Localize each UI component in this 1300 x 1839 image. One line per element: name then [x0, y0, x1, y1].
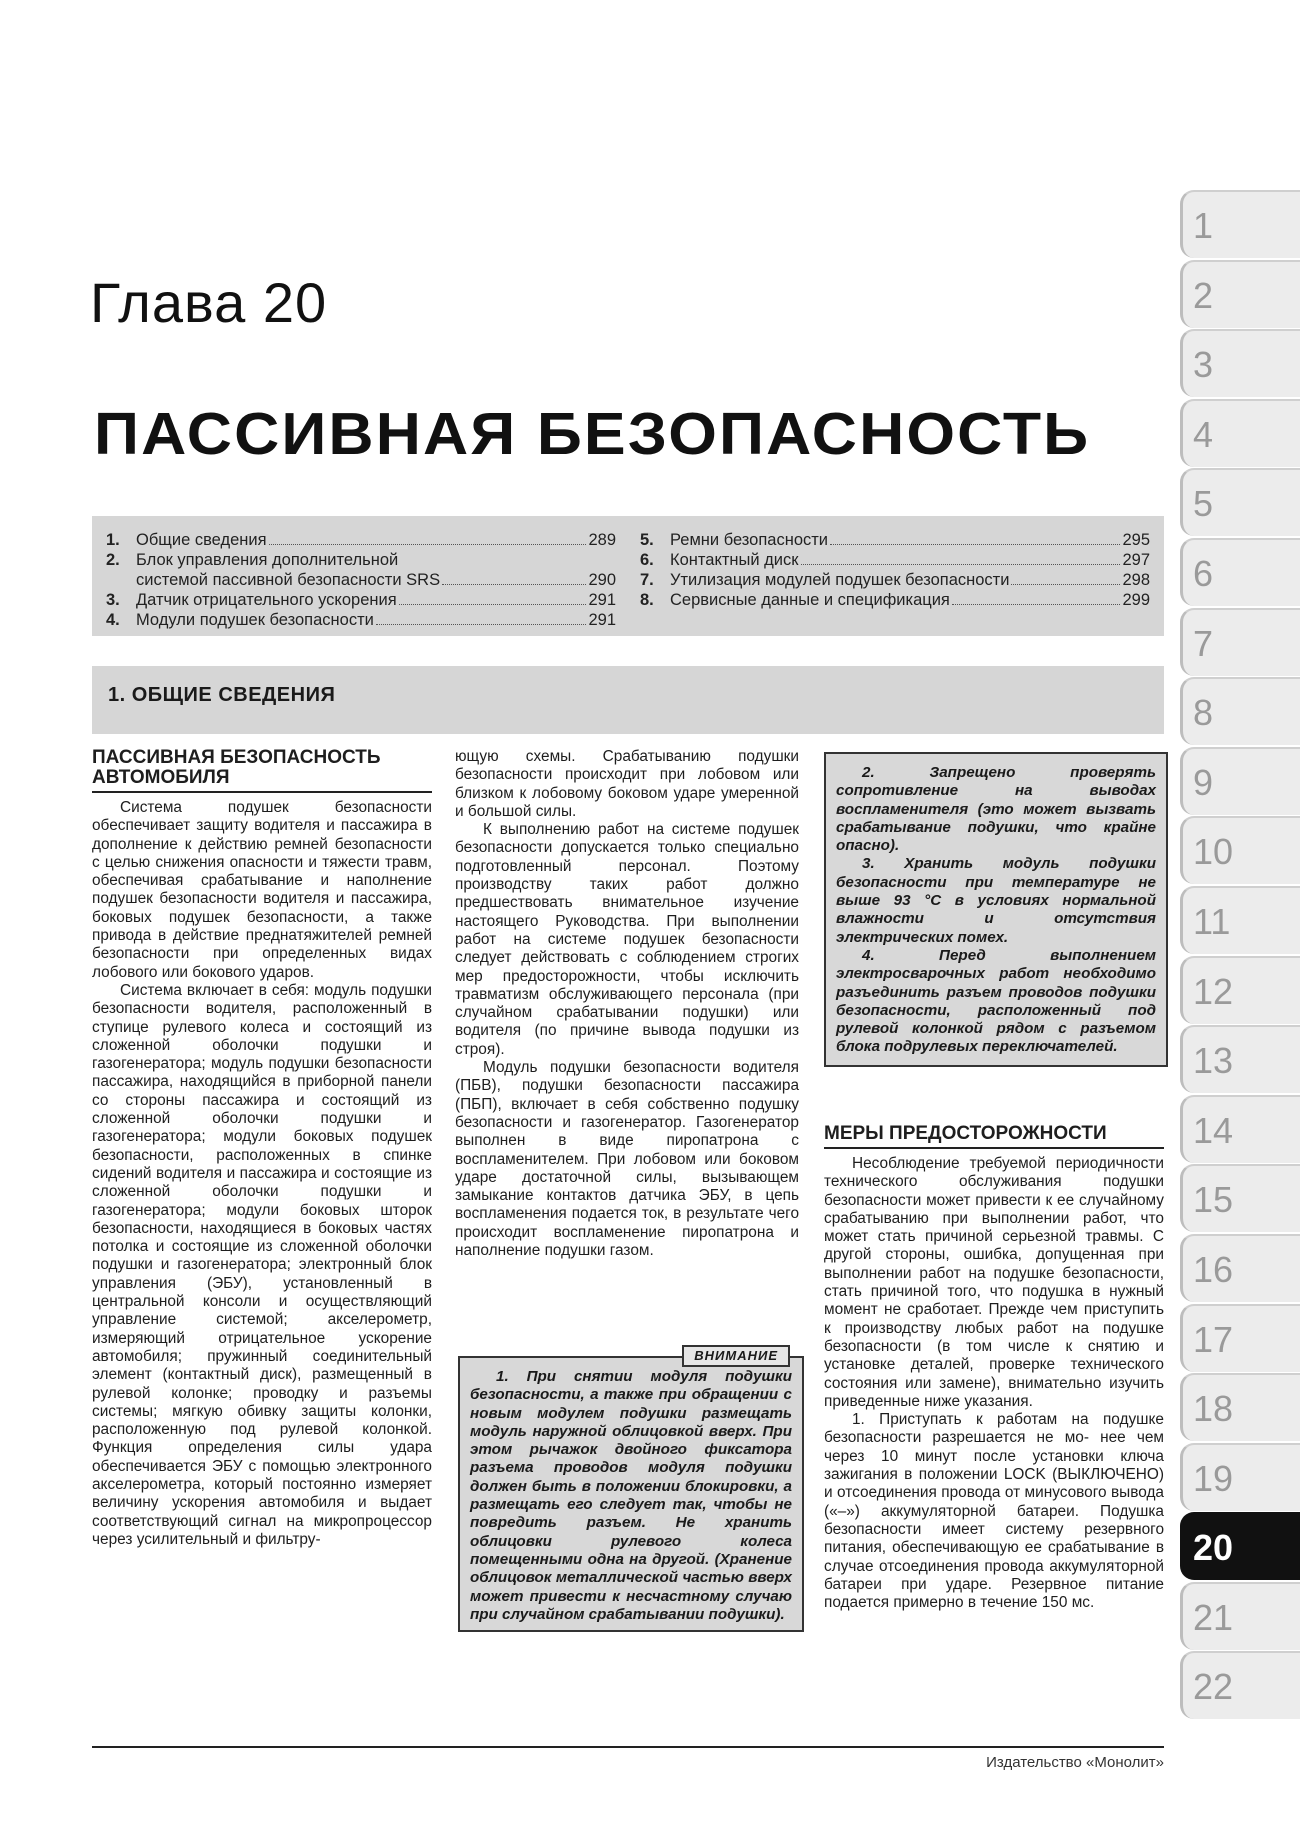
toc-page-number: 291 — [588, 591, 616, 609]
toc-page-number: 291 — [588, 611, 616, 629]
chapter-tab-11: 11 — [1180, 886, 1300, 954]
section-title: 1. ОБЩИЕ СВЕДЕНИЯ — [108, 684, 336, 706]
toc-leader-dots — [1011, 570, 1120, 585]
toc-item-label: системой пассивной безопасности SRS — [136, 571, 441, 589]
toc-item — [106, 550, 616, 570]
chapter-tab-10: 10 — [1180, 816, 1300, 884]
warning-box — [458, 1348, 804, 1632]
toc-page-number: 290 — [588, 571, 616, 589]
toc-item-number: 1. — [106, 531, 120, 549]
toc-item — [640, 570, 1150, 590]
toc-leader-dots — [442, 570, 586, 585]
chapter-tab-21: 21 — [1180, 1582, 1300, 1650]
chapter-tab-3: 3 — [1180, 329, 1300, 397]
chapter-tab-19: 19 — [1180, 1443, 1300, 1511]
warning-label: ВНИМАНИЕ — [682, 1345, 790, 1367]
toc-item-number: 7. — [640, 571, 654, 589]
column-1 — [92, 748, 432, 1549]
toc-item-number: 5. — [640, 531, 654, 549]
paragraph: ющую схемы. Срабатыванию подушки безопасности происходит при лобовом или близком к лобовому боковом ударе умеренной и большой силы. — [455, 748, 799, 820]
toc-item — [106, 530, 616, 550]
toc-leader-dots — [952, 590, 1121, 605]
paragraph: Несоблюдение требуемой периодичности технического обслуживания подушки безопасности может привести к ее случайному срабатыванию при выполнении работ, что может стать причиной серьезной травмы. С другой стороны, ошибка, допущенная при выполнении работ на подушке безопасности, стать причиной того, что подушка в нужный момент не сработает. Прежде чем приступить к производству любых работ на подушке безопасности (в том числе к снятию и установке деталей, проверке технического состояния или замене), внимательно изучить приведенные ниже указания. — [824, 1155, 1164, 1410]
table-of-contents — [92, 516, 1164, 636]
toc-item-number — [106, 570, 136, 590]
toc-page-number: 299 — [1122, 591, 1150, 609]
chapter-tab-22: 22 — [1180, 1651, 1300, 1719]
chapter-tab-1: 1 — [1180, 190, 1300, 258]
toc-item-label: Модули подушек безопасности — [136, 611, 374, 629]
toc-item-label: Ремни безопасности — [670, 531, 829, 549]
toc-leader-dots — [376, 610, 587, 625]
toc-item-number: 8. — [640, 591, 654, 609]
chapter-tab-5: 5 — [1180, 468, 1300, 536]
chapter-number: Глава 20 — [90, 271, 328, 334]
toc-left-column — [106, 530, 616, 630]
paragraph: К выполнению работ на системе подушек безопасности допускается только специально подготовленный персонал. Поэтому производству таких работ должно предшествовать внимательное изучение настоящего Руководства. При выполнении работ на системе подушек безопасности следует действовать с соблюдением строгих мер предосторожности, чтобы исключить травматизм обслуживающего персонала (при случайном срабатывании подушки) или водителя (по причине вывода подушки из строя). — [455, 821, 799, 1058]
toc-item-number: 3. — [106, 591, 120, 609]
footer-divider — [92, 1746, 1164, 1748]
chapter-tab-9: 9 — [1180, 747, 1300, 815]
paragraph: Система включает в себя: модуль подушки безопасности водителя, расположенный в ступице рулевого колеса и состоящий из сложенной оболочки подушки и газогенератора; модуль подушки безопасности пассажира, находящийся в приборной панели со стороны пассажира и состоящий из сложенной оболочки подушки и газогенератора; модули боковых подушек безопасности, расположенных в спинке сидений водителя и пассажира и состоящие из сложенной оболочки подушки и газогенератора; модули боковых шторок безопасности, находящиеся в боковых частях потолка и состоящие из сложенной оболочки подушки и газогенератора; электронный блок управления (ЭБУ), установленный в центральной консоли и осуществляющий управление системой; акселерометр, измеряющий отрицательное ускорение автомобиля; пружинный соединительный элемент (контактный диск), размещенный в рулевой колонке; проводку и разъемы системы; мягкую обивку защиты колонки, расположенную под рулевой колонкой. Функция определения силы удара обеспечивается ЭБУ с помощью электронного акселерометра, который постоянно измеряет величину ускорения автомобиля и выдает соответствующий сигнал на микропроцессор через усилительный и фильтру- — [92, 981, 432, 1548]
toc-leader-dots — [801, 550, 1121, 565]
chapter-tab-15: 15 — [1180, 1164, 1300, 1232]
column-2 — [455, 748, 799, 1260]
toc-item-label: Общие сведения — [136, 531, 267, 549]
chapter-tab-12: 12 — [1180, 956, 1300, 1024]
chapter-tabs — [1180, 190, 1300, 1721]
chapter-tab-6: 6 — [1180, 538, 1300, 606]
toc-right-column — [640, 530, 1150, 610]
toc-item-number: 4. — [106, 611, 120, 629]
toc-item-number: 2. — [106, 551, 120, 569]
toc-leader-dots — [269, 530, 587, 545]
chapter-tab-8: 8 — [1180, 677, 1300, 745]
chapter-tab-14: 14 — [1180, 1095, 1300, 1163]
toc-item-label: Сервисные данные и спецификация — [670, 591, 950, 609]
column-3 — [824, 1124, 1164, 1612]
caution-box — [824, 752, 1168, 1067]
paragraph: Система подушек безопасности обеспечивает защиту водителя и пассажира в дополнение к действию ремней безопасности с целью снижения опасности и тяжести травм, обеспечивая срабатывание и наполнение подушек безопасности водителя и пассажира, боковых подушек безопасности, а также привода в действие преднатяжителей ремней безопасности при определенных видах лобового или бокового ударов. — [92, 799, 432, 981]
chapter-tab-7: 7 — [1180, 608, 1300, 676]
toc-item-label: Утилизация модулей подушек безопасности — [670, 571, 1010, 589]
toc-item-label: Контактный диск — [670, 551, 799, 569]
toc-item — [106, 570, 616, 590]
chapter-tab-13: 13 — [1180, 1025, 1300, 1093]
toc-item-number: 6. — [640, 551, 654, 569]
chapter-tab-2: 2 — [1180, 260, 1300, 328]
toc-leader-dots — [399, 590, 587, 605]
caution-text: 3. Хранить модуль подушки безопасности при температуре не выше 93 °С в условиях нормальной влажности и отсутствия электрических помех. — [836, 855, 1156, 946]
toc-page-number: 295 — [1122, 531, 1150, 549]
chapter-tab-18: 18 — [1180, 1373, 1300, 1441]
toc-page-number: 298 — [1122, 571, 1150, 589]
caution-text: 4. Перед выполнением электросварочных работ необходимо разъединить разъем проводов подушки безопасности, расположенный под рулевой колонкой рядом с разъемом блока подрулевых переключателей. — [836, 946, 1156, 1056]
paragraph: 1. Приступать к работам на подушке безопасности разрешается не мо- нее чем через 10 минут после установки ключа зажигания в положении LOCK (ВЫКЛЮЧЕНО) и отсоединения провода от минусового вывода («–») аккумуляторной батареи. Подушка безопасности имеет систему резервного питания, обеспечивающую ее срабатывание в случае отсоединения провода аккумуляторной батареи при ударе. Резервное питание подается примерно в течение 150 мс. — [824, 1411, 1164, 1612]
paragraph: Модуль подушки безопасности водителя (ПБВ), подушки безопасности пассажира (ПБП), включает в себя собственно подушку безопасности и газогенератор. Газогенератор выполнен в виде пиропатрона с воспламенителем. При лобовом или боковом ударе достаточной силы, вызывающем замыкание контактов датчика ЭБУ, в цепь воспламенения подается ток, в результате чего происходит воспламенение пиропатрона и наполнение подушки газом. — [455, 1059, 799, 1260]
page-title: ПАССИВНАЯ БЕЗОПАСНОСТЬ — [94, 401, 1091, 467]
toc-item-label: Датчик отрицательного ускорения — [136, 591, 397, 609]
toc-leader-dots — [830, 530, 1120, 545]
publisher-footer: Издательство «Монолит» — [986, 1754, 1164, 1771]
toc-item — [640, 550, 1150, 570]
toc-item — [106, 590, 616, 610]
caution-text: 2. Запрещено проверять сопротивление на выводах воспламенителя (это может вызвать срабатывание подушки, что крайне опасно). — [836, 764, 1156, 855]
warning-text: 1. При снятии модуля подушки безопасности, а также при обращении с новым модулем подушки размещать модуль наружной облицовкой вверх. При этом рычажок двойного фиксатора разъема проводов модуля подушки должен быть в положении блокировки, а размещать его следует так, чтобы не повредить разъем. Не хранить облицовки рулевого колеса помещенными одна на другой. (Хранение облицовок металлической частью вверх может привести к несчастному случаю при случайном срабатывании подушки). — [470, 1368, 792, 1623]
column-3-heading: МЕРЫ ПРЕДОСТОРОЖНОСТИ — [824, 1124, 1164, 1149]
section-header — [92, 666, 1164, 734]
toc-page-number: 289 — [588, 531, 616, 549]
toc-item — [640, 590, 1150, 610]
column-1-heading: ПАССИВНАЯ БЕЗОПАСНОСТЬ АВТОМОБИЛЯ — [92, 748, 432, 793]
chapter-tab-17: 17 — [1180, 1304, 1300, 1372]
toc-item — [106, 610, 616, 630]
chapter-tab-20: 20 — [1180, 1512, 1300, 1580]
toc-item-label: Блок управления дополнительной — [136, 551, 399, 569]
chapter-tab-4: 4 — [1180, 399, 1300, 467]
toc-item — [640, 530, 1150, 550]
chapter-tab-16: 16 — [1180, 1234, 1300, 1302]
toc-page-number: 297 — [1122, 551, 1150, 569]
